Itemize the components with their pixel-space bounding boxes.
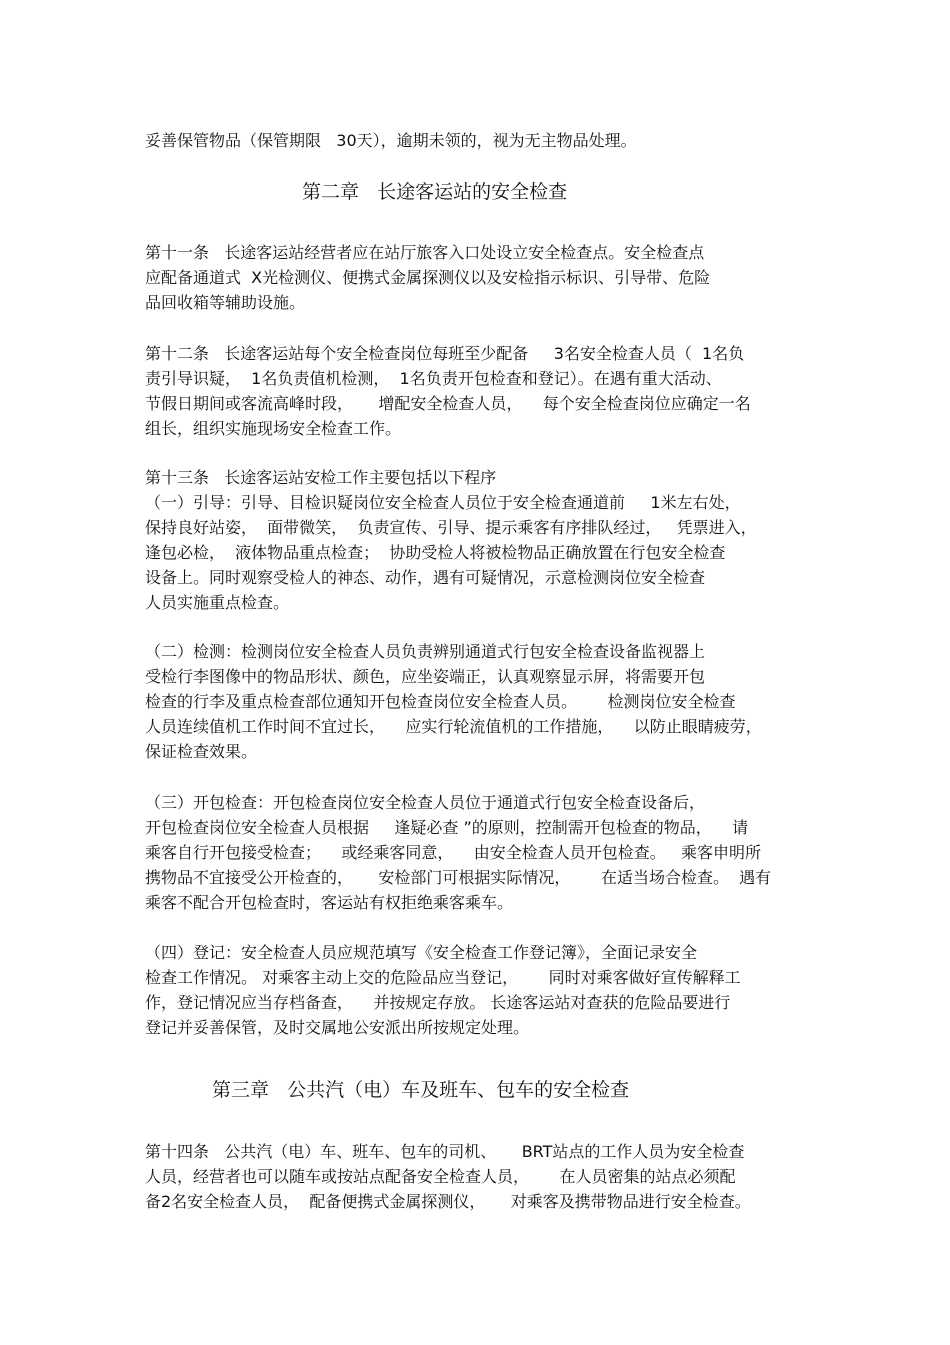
paragraph-line: 妥善保管物品（保管期限 30天），逾期未领的，视为无主物品处理。 (145, 131, 637, 150)
article-13-line: 第十三条 长途客运站安检工作主要包括以下程序 (145, 468, 497, 487)
article-14-line: 人员，经营者也可以随车或按站点配备安全检查人员， 在人员密集的站点必须配 (145, 1167, 736, 1186)
section-3-line: 乘客自行开包接受检查； 或经乘客同意， 由安全检查人员开包检查。 乘客申明所 (145, 843, 761, 862)
article-12-line: 责引导识疑， 1名负责值机检测， 1名负责开包检查和登记）。在遇有重大活动、 (145, 369, 722, 388)
section-2-line: 检查的行李及重点检查部位通知开包检查岗位安全检查人员。 检测岗位安全检查 (145, 692, 736, 711)
section-2-line: （二）检测：检测岗位安全检查人员负责辨别通道式行包安全检查设备监视器上 (145, 642, 706, 661)
section-2-line: 保证检查效果。 (145, 742, 258, 761)
section-3-line: 乘客不配合开包检查时，客运站有权拒绝乘客乘车。 (145, 893, 514, 912)
article-12-line: 节假日期间或客流高峰时段， 增配安全检查人员， 每个安全检查岗位应确定一名 (145, 394, 751, 413)
article-13-line: 设备上。同时观察受检人的神态、动作，遇有可疑情况，示意检测岗位安全检查 (145, 568, 706, 587)
article-14-line: 备2名安全检查人员， 配备便携式金属探测仪， 对乘客及携带物品进行安全检查。 (145, 1192, 751, 1211)
article-11-line: 第十一条 长途客运站经营者应在站厅旅客入口处设立安全检查点。安全检查点 (145, 243, 705, 262)
chapter-2-title: 第二章 长途客运站的安全检查 (302, 181, 568, 203)
section-4-line: 登记并妥善保管，及时交属地公安派出所按规定处理。 (145, 1018, 530, 1037)
article-13-line: 逢包必检， 液体物品重点检查； 协助受检人将被检物品正确放置在行包安全检查 (145, 543, 726, 562)
section-2-line: 人员连续值机工作时间不宜过长， 应实行轮流值机的工作措施， 以防止眼睛疲劳， (145, 717, 762, 736)
section-4-line: （四）登记：安全检查人员应规范填写《安全检查工作登记簿》，全面记录安全 (145, 943, 698, 962)
article-13-line: 人员实施重点检查。 (145, 593, 290, 612)
article-11-line: 应配备通道式 X光检测仪、便携式金属探测仪以及安检指示标识、引导带、危险 (145, 268, 711, 287)
section-4-line: 检查工作情况。 对乘客主动上交的危险品应当登记， 同时对乘客做好宣传解释工 (145, 968, 741, 987)
section-4-line: 作，登记情况应当存档备查， 并按规定存放。 长途客运站对查获的危险品要进行 (145, 993, 731, 1012)
section-3-line: （三）开包检查：开包检查岗位安全检查人员位于通道式行包安全检查设备后， (145, 793, 706, 812)
article-12-line: 组长，组织实施现场安全检查工作。 (145, 419, 402, 438)
article-14-line: 第十四条 公共汽（电）车、班车、包车的司机、 BRT站点的工作人员为安全检查 (145, 1142, 745, 1161)
section-3-line: 携物品不宜接受公开检查的， 安检部门可根据实际情况， 在适当场合检查。 遇有 (145, 868, 772, 887)
article-13-line: 保持良好站姿， 面带微笑， 负责宣传、引导、提示乘客有序排队经过， 凭票进入， (145, 518, 757, 537)
article-11-line: 品回收箱等辅助设施。 (145, 293, 306, 312)
section-2-line: 受检行李图像中的物品形状、颜色，应坐姿端正，认真观察显示屏，将需要开包 (145, 667, 706, 686)
chapter-3-title: 第三章 公共汽（电）车及班车、包车的安全检查 (212, 1079, 630, 1101)
section-3-line: 开包检查岗位安全检查人员根据 逢疑必查 ”的原则，控制需开包检查的物品， 请 (145, 818, 749, 837)
article-12-line: 第十二条 长途客运站每个安全检查岗位每班至少配备 3名安全检查人员（ 1名负 (145, 344, 745, 363)
article-13-line: （一）引导：引导、目检识疑岗位安全检查人员位于安全检查通道前 1米左右处， (145, 493, 741, 512)
